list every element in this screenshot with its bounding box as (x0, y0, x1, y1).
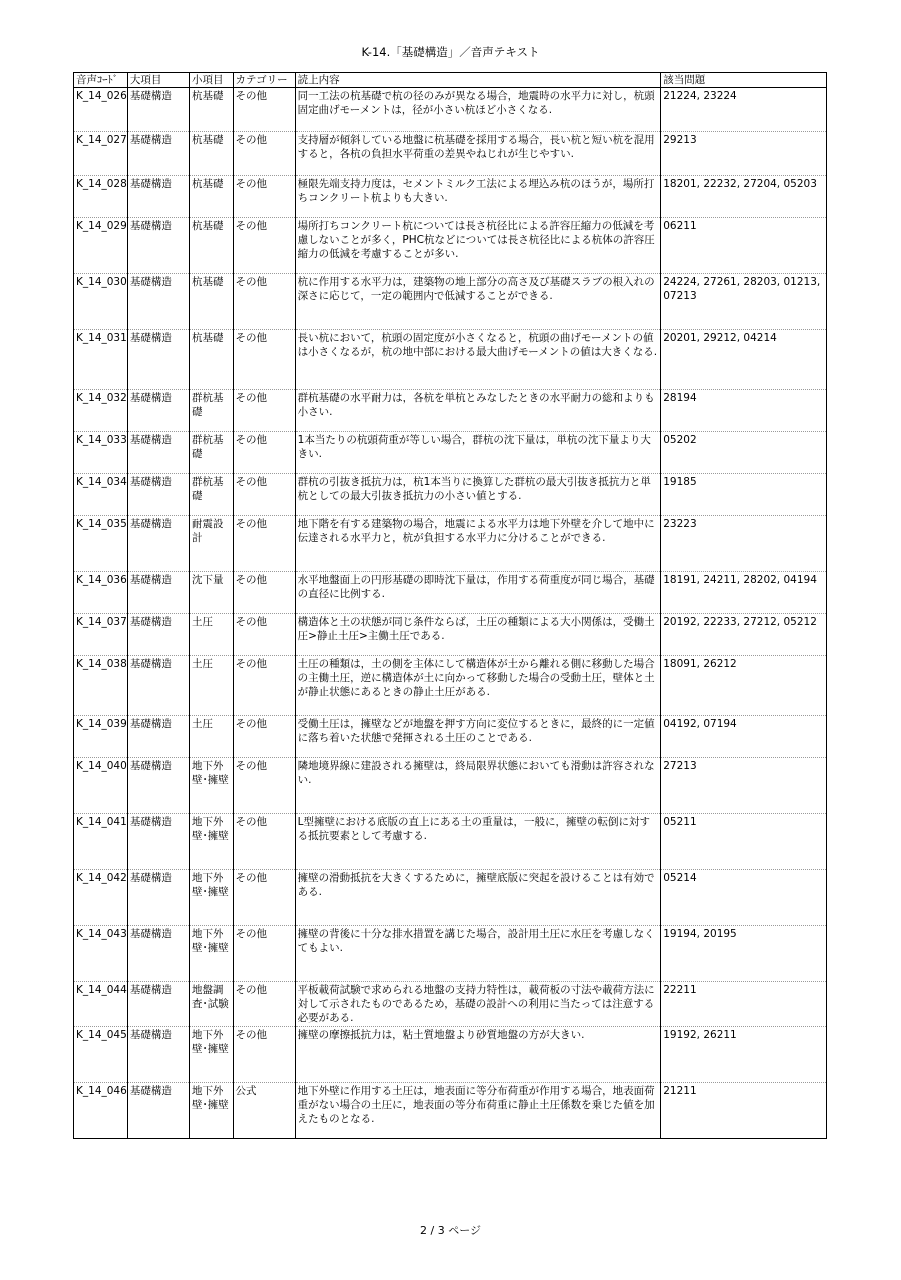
cell-category: その他 (233, 982, 295, 1027)
cell-read-content: 構造体と土の状態が同じ条件ならば，土圧の種類による大小関係は，受働土圧>静止土圧>主働土圧である. (295, 614, 661, 656)
cell-related-questions: 04192, 07194 (661, 716, 827, 758)
table-row (74, 516, 827, 572)
cell-minor-item: 土圧 (190, 614, 234, 656)
cell-category: その他 (233, 474, 295, 516)
cell-related-questions: 18201, 22232, 27204, 05203 (661, 176, 827, 218)
cell-category: その他 (233, 176, 295, 218)
cell-minor-item: 土圧 (190, 656, 234, 716)
cell-minor-item: 耐震設計 (190, 516, 234, 572)
header-minor-item: 小項目 (190, 73, 234, 88)
cell-related-questions: 24224, 27261, 28203, 01213, 07213 (661, 274, 827, 330)
cell-major-item: 基礎構造 (127, 982, 189, 1027)
cell-voice-code: K_14_032 (74, 390, 128, 432)
cell-voice-code: K_14_040 (74, 758, 128, 814)
cell-voice-code: K_14_044 (74, 982, 128, 1027)
cell-read-content: 地下階を有する建築物の場合，地震による水平力は地下外壁を介して地中に伝達される水平力と，杭が負担する水平力に分けることができる. (295, 516, 661, 572)
header-voice-code: 音声ｺｰﾄﾞ (74, 73, 128, 88)
cell-related-questions: 21224, 23224 (661, 88, 827, 132)
cell-minor-item: 杭基礎 (190, 274, 234, 330)
cell-related-questions: 21211 (661, 1083, 827, 1139)
cell-major-item: 基礎構造 (127, 656, 189, 716)
cell-voice-code: K_14_026 (74, 88, 128, 132)
voice-text-table (73, 72, 827, 1139)
cell-read-content: 受働土圧は，擁壁などが地盤を押す方向に変位するときに，最終的に一定値に落ち着いた状態で発揮される土圧のことである. (295, 716, 661, 758)
cell-voice-code: K_14_046 (74, 1083, 128, 1139)
cell-category: その他 (233, 572, 295, 614)
cell-category: その他 (233, 926, 295, 982)
cell-related-questions: 05214 (661, 870, 827, 926)
cell-major-item: 基礎構造 (127, 390, 189, 432)
cell-voice-code: K_14_034 (74, 474, 128, 516)
table-row (74, 814, 827, 870)
cell-read-content: 擁壁の滑動抵抗を大きくするために，擁壁底版に突起を設けることは有効である. (295, 870, 661, 926)
cell-related-questions: 22211 (661, 982, 827, 1027)
cell-minor-item: 土圧 (190, 716, 234, 758)
table-row (74, 572, 827, 614)
table-row (74, 474, 827, 516)
cell-category: その他 (233, 614, 295, 656)
cell-minor-item: 地下外壁･擁壁 (190, 1083, 234, 1139)
cell-related-questions: 20201, 29212, 04214 (661, 330, 827, 390)
cell-voice-code: K_14_037 (74, 614, 128, 656)
header-read-content: 読上内容 (295, 73, 661, 88)
cell-major-item: 基礎構造 (127, 132, 189, 176)
cell-major-item: 基礎構造 (127, 474, 189, 516)
cell-category: その他 (233, 656, 295, 716)
table-row (74, 614, 827, 656)
table-row (74, 870, 827, 926)
cell-voice-code: K_14_030 (74, 274, 128, 330)
header-major-item: 大項目 (127, 73, 189, 88)
cell-related-questions: 19185 (661, 474, 827, 516)
cell-major-item: 基礎構造 (127, 88, 189, 132)
cell-read-content: 擁壁の摩擦抵抗力は，粘土質地盤より砂質地盤の方が大きい. (295, 1027, 661, 1083)
cell-minor-item: 群杭基礎 (190, 432, 234, 474)
cell-related-questions: 19192, 26211 (661, 1027, 827, 1083)
cell-category: その他 (233, 88, 295, 132)
cell-related-questions: 29213 (661, 132, 827, 176)
cell-major-item: 基礎構造 (127, 218, 189, 274)
cell-category: その他 (233, 390, 295, 432)
cell-category: その他 (233, 132, 295, 176)
cell-category: その他 (233, 432, 295, 474)
cell-read-content: 隣地境界線に建設される擁壁は，終局限界状態においても滑動は許容されない. (295, 758, 661, 814)
cell-minor-item: 杭基礎 (190, 132, 234, 176)
cell-major-item: 基礎構造 (127, 330, 189, 390)
cell-read-content: 地下外壁に作用する土圧は，地表面に等分布荷重が作用する場合，地表面荷重がない場合の土圧に，地表面の等分布荷重に静止土圧係数を乗じた値を加えたものとなる. (295, 1083, 661, 1139)
header-related-questions: 該当問題 (661, 73, 827, 88)
table-row (74, 176, 827, 218)
table-row (74, 982, 827, 1027)
cell-minor-item: 杭基礎 (190, 218, 234, 274)
cell-major-item: 基礎構造 (127, 814, 189, 870)
cell-read-content: 水平地盤面上の円形基礎の即時沈下量は，作用する荷重度が同じ場合，基礎の直径に比例する. (295, 572, 661, 614)
cell-read-content: 長い杭において，杭頭の固定度が小さくなると，杭頭の曲げモーメントの値は小さくなるが，杭の地中部における最大曲げモーメントの値は大きくなる. (295, 330, 661, 390)
table-row (74, 758, 827, 814)
cell-related-questions: 19194, 20195 (661, 926, 827, 982)
cell-related-questions: 18191, 24211, 28202, 04194 (661, 572, 827, 614)
table-row (74, 432, 827, 474)
cell-minor-item: 地盤調査･試験 (190, 982, 234, 1027)
table-row (74, 132, 827, 176)
cell-voice-code: K_14_035 (74, 516, 128, 572)
table-row (74, 218, 827, 274)
cell-voice-code: K_14_033 (74, 432, 128, 474)
cell-voice-code: K_14_029 (74, 218, 128, 274)
cell-minor-item: 杭基礎 (190, 176, 234, 218)
cell-category: その他 (233, 330, 295, 390)
cell-category: その他 (233, 758, 295, 814)
cell-related-questions: 20192, 22233, 27212, 05212 (661, 614, 827, 656)
cell-voice-code: K_14_027 (74, 132, 128, 176)
cell-read-content: 群杭基礎の水平耐力は，各杭を単杭とみなしたときの水平耐力の総和よりも小さい. (295, 390, 661, 432)
cell-voice-code: K_14_042 (74, 870, 128, 926)
table-row (74, 274, 827, 330)
cell-voice-code: K_14_036 (74, 572, 128, 614)
cell-read-content: 同一工法の杭基礎で杭の径のみが異なる場合，地震時の水平力に対し，杭頭固定曲げモーメントは，径が小さい杭ほど小さくなる. (295, 88, 661, 132)
cell-category: その他 (233, 870, 295, 926)
cell-major-item: 基礎構造 (127, 572, 189, 614)
cell-major-item: 基礎構造 (127, 716, 189, 758)
cell-minor-item: 地下外壁･擁壁 (190, 814, 234, 870)
cell-category: その他 (233, 274, 295, 330)
cell-related-questions: 05202 (661, 432, 827, 474)
table-row (74, 1083, 827, 1139)
cell-related-questions: 18091, 26212 (661, 656, 827, 716)
table-row (74, 390, 827, 432)
cell-category: その他 (233, 1027, 295, 1083)
cell-category: その他 (233, 814, 295, 870)
cell-major-item: 基礎構造 (127, 176, 189, 218)
cell-voice-code: K_14_038 (74, 656, 128, 716)
cell-minor-item: 群杭基礎 (190, 474, 234, 516)
table-header-row (74, 73, 827, 88)
cell-read-content: 極限先端支持力度は，セメントミルク工法による埋込み杭のほうが，場所打ちコンクリート杭よりも大きい. (295, 176, 661, 218)
cell-major-item: 基礎構造 (127, 1083, 189, 1139)
cell-category: その他 (233, 716, 295, 758)
cell-minor-item: 杭基礎 (190, 88, 234, 132)
header-category: カテゴリー (233, 73, 295, 88)
table-row (74, 1027, 827, 1083)
cell-read-content: 場所打ちコンクリート杭については長さ杭径比による許容圧縮力の低減を考慮しないことが多く，PHC杭などについては長さ杭径比による杭体の許容圧縮力の低減を考慮することが多い. (295, 218, 661, 274)
cell-category: その他 (233, 218, 295, 274)
cell-voice-code: K_14_031 (74, 330, 128, 390)
cell-major-item: 基礎構造 (127, 432, 189, 474)
table-row (74, 716, 827, 758)
cell-major-item: 基礎構造 (127, 758, 189, 814)
cell-read-content: 擁壁の背後に十分な排水措置を講じた場合，設計用土圧に水圧を考慮しなくてもよい. (295, 926, 661, 982)
table-row (74, 330, 827, 390)
cell-major-item: 基礎構造 (127, 870, 189, 926)
cell-related-questions: 27213 (661, 758, 827, 814)
cell-major-item: 基礎構造 (127, 274, 189, 330)
cell-category: その他 (233, 516, 295, 572)
cell-minor-item: 地下外壁･擁壁 (190, 758, 234, 814)
cell-minor-item: 地下外壁･擁壁 (190, 1027, 234, 1083)
cell-related-questions: 05211 (661, 814, 827, 870)
cell-read-content: L型擁壁における底版の直上にある土の重量は，一般に，擁壁の転倒に対する抵抗要素として考慮する. (295, 814, 661, 870)
cell-voice-code: K_14_028 (74, 176, 128, 218)
cell-read-content: 支持層が傾斜している地盤に杭基礎を採用する場合，長い杭と短い杭を混用すると，各杭の負担水平荷重の差異やねじれが生じやすい. (295, 132, 661, 176)
cell-minor-item: 地下外壁･擁壁 (190, 926, 234, 982)
cell-category: 公式 (233, 1083, 295, 1139)
cell-related-questions: 23223 (661, 516, 827, 572)
page-number: 2 / 3 ページ (420, 1224, 481, 1237)
cell-read-content: 平板載荷試験で求められる地盤の支持力特性は，載荷板の寸法や載荷方法に対して示されたものであるため，基礎の設計への利用に当たっては注意する必要がある. (295, 982, 661, 1027)
cell-minor-item: 沈下量 (190, 572, 234, 614)
cell-voice-code: K_14_039 (74, 716, 128, 758)
cell-major-item: 基礎構造 (127, 926, 189, 982)
cell-related-questions: 06211 (661, 218, 827, 274)
cell-major-item: 基礎構造 (127, 516, 189, 572)
table-row (74, 656, 827, 716)
cell-read-content: 杭に作用する水平力は，建築物の地上部分の高さ及び基礎スラブの根入れの深さに応じて，一定の範囲内で低減することができる. (295, 274, 661, 330)
cell-read-content: 群杭の引抜き抵抗力は，杭1本当りに換算した群杭の最大引抜き抵抗力と単杭としての最大引抜き抵抗力の小さい値とする. (295, 474, 661, 516)
table-row (74, 926, 827, 982)
cell-minor-item: 地下外壁･擁壁 (190, 870, 234, 926)
cell-related-questions: 28194 (661, 390, 827, 432)
cell-voice-code: K_14_043 (74, 926, 128, 982)
cell-minor-item: 杭基礎 (190, 330, 234, 390)
cell-major-item: 基礎構造 (127, 614, 189, 656)
cell-voice-code: K_14_041 (74, 814, 128, 870)
table-row (74, 88, 827, 132)
page-title: K-14.「基礎構造」／音声テキスト (361, 45, 540, 59)
cell-major-item: 基礎構造 (127, 1027, 189, 1083)
cell-read-content: 土圧の種類は，土の側を主体にして構造体が土から離れる側に移動した場合の主働土圧，逆に構造体が土に向かって移動した場合の受動土圧，壁体と土が静止状態にあるときの静止土圧がある. (295, 656, 661, 716)
cell-minor-item: 群杭基礎 (190, 390, 234, 432)
cell-read-content: 1本当たりの杭頭荷重が等しい場合，群杭の沈下量は，単杭の沈下量より大きい. (295, 432, 661, 474)
cell-voice-code: K_14_045 (74, 1027, 128, 1083)
